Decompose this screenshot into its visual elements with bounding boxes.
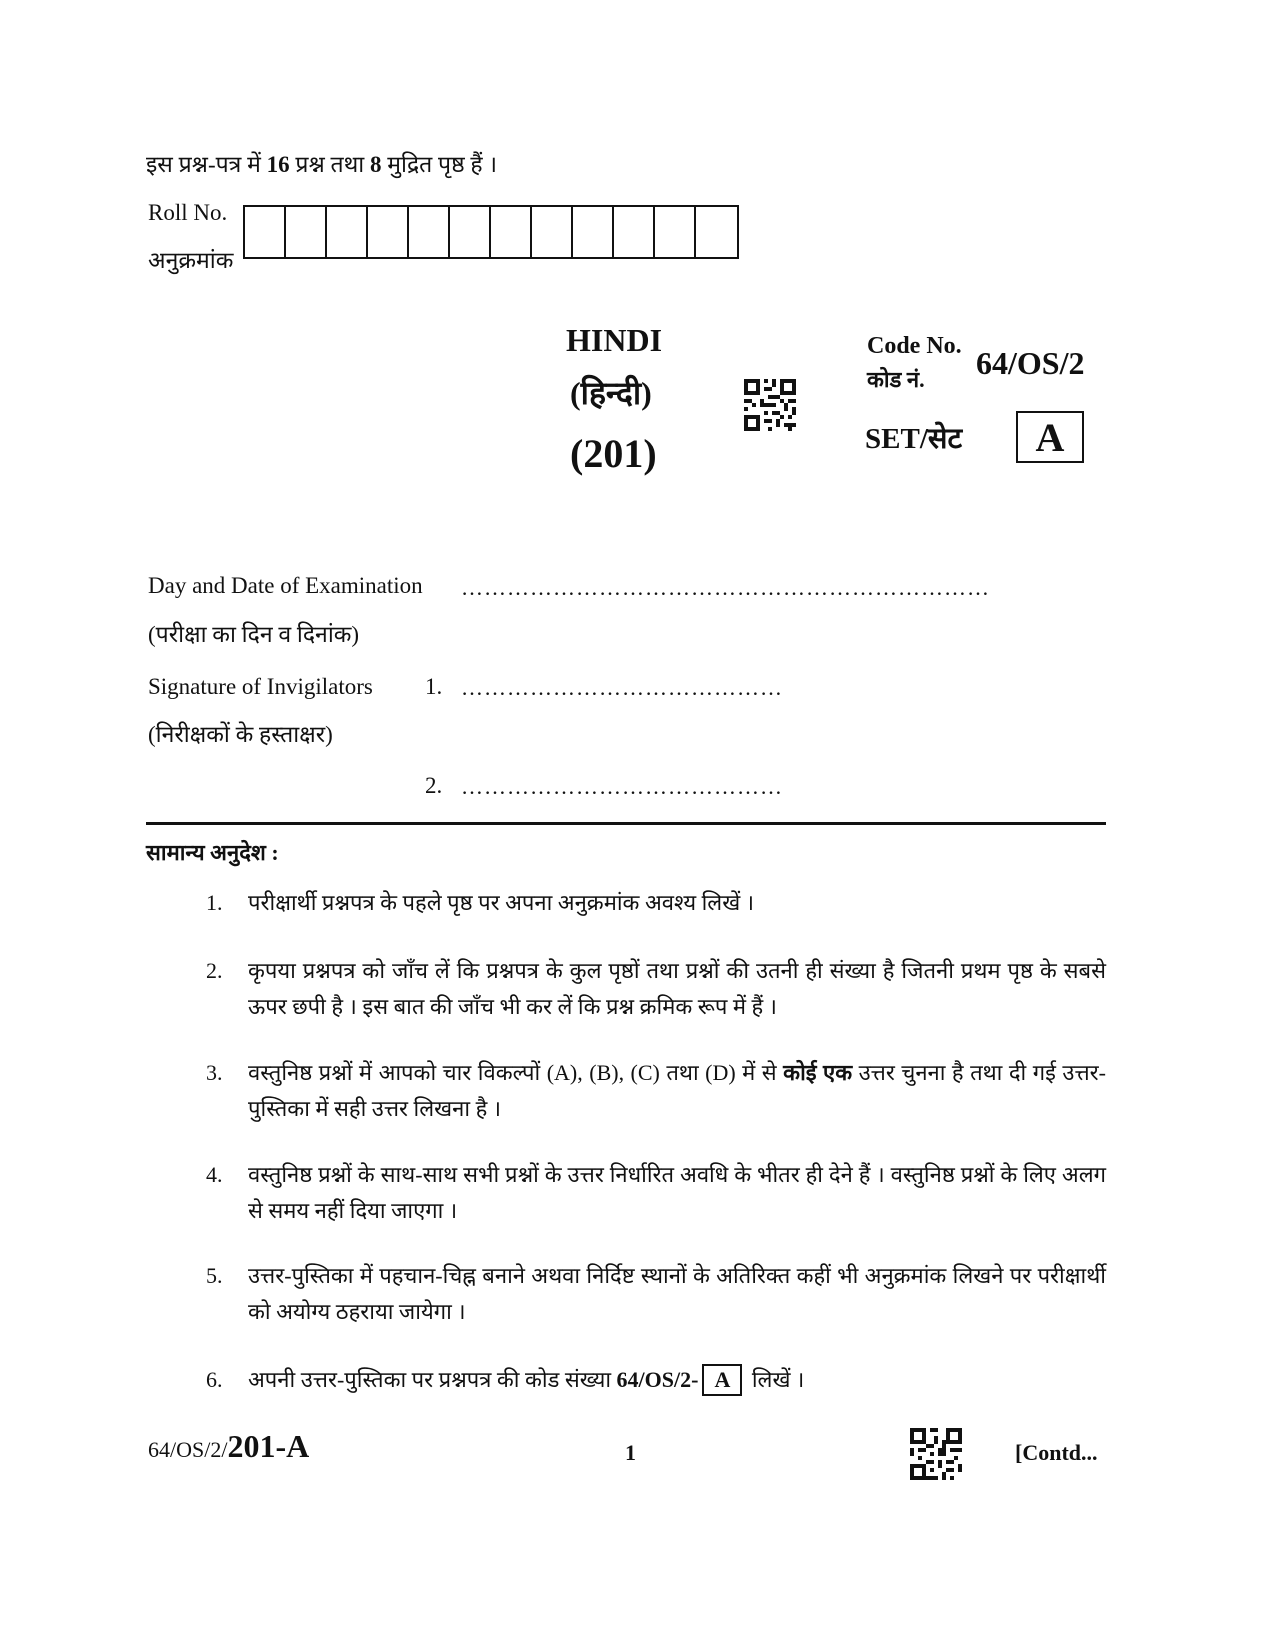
signature-2-number: 2. [425,773,443,798]
roll-box[interactable] [696,207,737,257]
roll-box[interactable] [368,207,409,257]
instruction-text: अपनी उत्तर-पुस्तिका पर प्रश्नपत्र की कोड संख्या 64/OS/2- A लिखें । [248,1362,1106,1398]
roll-box[interactable] [245,207,286,257]
roll-box[interactable] [614,207,655,257]
roll-number-boxes[interactable] [243,205,739,259]
roll-box[interactable] [327,207,368,257]
instruction-number: 4. [206,1162,223,1187]
roll-box[interactable] [655,207,696,257]
exam-date-field[interactable]: …………………………………………………………… [461,575,990,600]
set-value-box: A [1016,411,1084,463]
roll-box[interactable] [409,207,450,257]
roll-label-en: Roll No. [148,200,228,225]
subject-name-hi: (हिन्दी) [570,375,652,411]
footer-code: 64/OS/2/201-A [148,1428,310,1464]
code-label-en: Code No. [867,333,962,359]
set-label: SET/सेट [865,423,963,455]
signature-1-field[interactable]: …………………………………… [461,675,783,700]
instruction-number: 5. [206,1263,223,1288]
instruction-number: 2. [206,958,223,983]
signature-2-field[interactable]: …………………………………… [461,774,783,799]
instruction-text: वस्तुनिष्ठ प्रश्नों में आपको चार विकल्पों (A), (B), (C) तथा (D) में से कोई एक उत्तर चुनना है तथा दी गई उत्तर-पुस्तिका में सही उत्तर लिखना है । [248,1060,1106,1121]
roll-box[interactable] [573,207,614,257]
instruction-number: 1. [206,890,223,915]
instruction-text: परीक्षार्थी प्रश्नपत्र के पहले पृष्ठ पर अपना अनुक्रमांक अवश्य लिखें । [248,890,755,915]
instruction-text: वस्तुनिष्ठ प्रश्नों के साथ-साथ सभी प्रश्नों के उत्तर निर्धारित अवधि के भीतर ही देने हैं । वस्तुनिष्ठ प्रश्नों के लिए अलग से समय नहीं दिया जाएगा । [248,1162,1106,1223]
roll-box[interactable] [450,207,491,257]
exam-date-label-hi: (परीक्षा का दिन व दिनांक) [148,622,360,647]
subject-code: (201) [570,431,657,476]
instructions-heading: सामान्य अनुदेश : [146,840,279,865]
instruction-item [206,1258,1106,1330]
roll-label-hi: अनुक्रमांक [148,248,234,273]
instruction-number: 6. [206,1367,223,1392]
code-set-box: A [702,1364,742,1396]
continued-marker: [Contd... [1015,1440,1098,1465]
roll-box[interactable] [286,207,327,257]
page-number: 1 [625,1440,636,1465]
instruction-number: 3. [206,1060,223,1085]
instruction-item [206,1055,1106,1127]
instruction-item [206,1157,1106,1229]
code-value: 64/OS/2 [976,345,1085,381]
instruction-item [206,885,1106,921]
instruction-text: कृपया प्रश्नपत्र को जाँच लें कि प्रश्नपत्र के कुल पृष्ठों तथा प्रश्नों की उतनी ही संख्या है जितनी प्रथम पृष्ठ के सबसे ऊपर छपी है । इस बात की जाँच भी कर लें कि प्रश्न क्रमिक रूप में हैं । [248,958,1106,1019]
exam-date-label-en: Day and Date of Examination [148,573,423,598]
subject-name-en: HINDI [566,322,663,358]
roll-box[interactable] [532,207,573,257]
instruction-text: उत्तर-पुस्तिका में पहचान-चिह्न बनाने अथवा निर्दिष्ट स्थानों के अतिरिक्त कहीं भी अनुक्रमांक लिखने पर परीक्षार्थी को अयोग्य ठहराया जायेगा । [248,1263,1106,1324]
page-count-note: इस प्रश्न-पत्र में 16 प्रश्न तथा 8 मुद्रित पृष्ठ हैं । [146,152,498,177]
instruction-item [206,1362,1106,1398]
signature-label-en: Signature of Invigilators [148,674,373,699]
signature-1-number: 1. [425,674,443,699]
code-label-hi: कोड नं. [867,367,925,392]
signature-label-hi: (निरीक्षकों के हस्ताक्षर) [148,722,333,747]
qr-code-icon [910,1428,962,1480]
roll-box[interactable] [491,207,532,257]
section-divider [146,822,1106,825]
qr-code-icon [744,379,796,431]
instruction-item [206,953,1106,1025]
